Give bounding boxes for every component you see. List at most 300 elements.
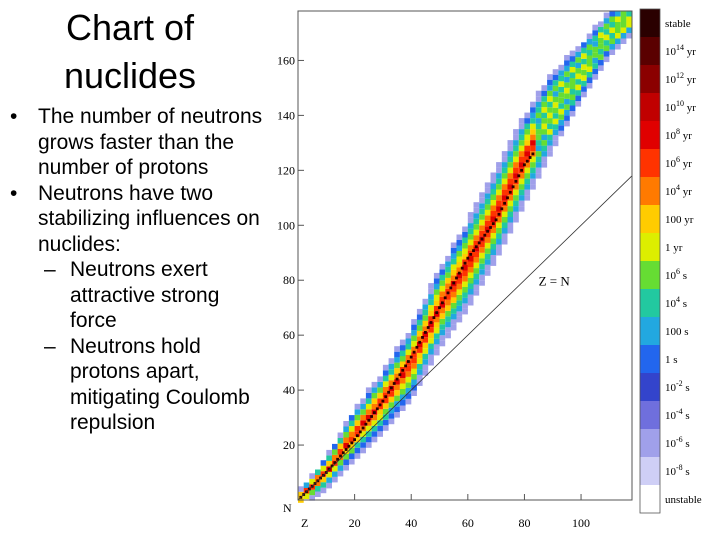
nuclide-cell [434,295,440,301]
nuclide-cell [496,223,502,229]
stable-nuclide-cell [526,160,529,163]
stable-nuclide-cell [376,407,379,410]
nuclide-cell [474,279,480,285]
nuclide-cell [575,74,581,80]
colorbar-label: $10^{-2}$ s [665,379,690,394]
nuclide-cell [462,232,468,238]
colorbar-label: 100 yr [665,214,694,226]
nuclide-cell [513,129,519,135]
stable-nuclide-cell [532,153,535,156]
nuclide-cell [485,215,491,221]
nuclide-cell [524,151,530,157]
nuclide-cell [326,455,332,461]
colorbar-swatch [640,289,660,318]
stable-nuclide-cell [387,391,390,394]
nuclide-cell [326,450,332,456]
stable-nuclide-cell [353,438,356,441]
nuclide-cell [485,259,491,265]
nuclide-cell [513,157,519,163]
nuclide-cell [513,146,519,152]
nuclide-cell [372,398,378,404]
nuclide-cell [377,376,383,382]
stable-nuclide-cell [447,292,450,295]
nuclide-cell [524,146,530,152]
stable-nuclide-cell [441,301,444,304]
nuclide-cell [604,18,610,24]
nuclide-cell [468,289,474,295]
nuclide-cell [457,251,463,257]
nuclide-cell [524,118,530,124]
nuclide-cell [626,17,632,23]
nuclide-cell [524,124,530,130]
stable-nuclide-cell [424,331,427,334]
nuclide-cell [389,419,395,425]
nuclide-cell [621,17,627,23]
nuclide-cell [547,74,553,80]
nuclide-cell [457,262,463,268]
nuclide-cell [558,98,564,104]
nuclide-cell [434,339,440,345]
nuclide-cell [541,107,547,113]
nuclide-cell [513,140,519,146]
nuclide-cell [445,261,451,267]
nuclide-cell [377,387,383,393]
stable-nuclide-cell [492,222,495,225]
nuclide-cell [479,192,485,198]
stable-nuclide-cell [444,296,447,299]
nuclide-cell [394,412,400,418]
colorbar-label: $10^6$ s [665,267,688,282]
nuclide-cell [536,168,542,174]
nuclide-cell [519,157,525,163]
nuclide-cell [366,393,372,399]
nuclide-cell [479,258,485,264]
nuclide-cell [541,151,547,157]
nuclide-cell [474,235,480,241]
nuclide-cell [491,233,497,239]
nuclide-cell [530,113,536,119]
nuclide-cell [524,140,530,146]
colorbar-swatch [640,93,660,122]
nuclide-cell [343,465,349,471]
nuclide-cell [536,140,542,146]
nuclide-cell [321,460,327,466]
nuclide-cell [389,369,395,375]
colorbar-swatch [640,373,660,402]
nuclide-cell [564,77,570,83]
nuclide-cell [462,282,468,288]
y-tick-label: 60 [283,328,295,343]
nuclide-cell [541,157,547,163]
nuclide-cell [524,173,530,179]
nuclide-cell [575,101,581,107]
stable-nuclide-cell [421,336,424,339]
nuclide-cell [423,365,429,371]
nuclide-cell [491,189,497,195]
nuclide-cell [541,135,547,141]
nuclide-cell [462,303,468,309]
nuclide-cell [598,49,604,55]
nuclide-cell [587,34,593,40]
nuclide-cell [502,173,508,179]
nuclide-cell [445,311,451,317]
nuclide-cell [553,130,559,136]
nuclide-cell [411,319,417,325]
nuclide-cell [553,113,559,119]
nuclide-cell [626,11,632,17]
colorbar-swatch [640,9,660,38]
nuclide-cell [440,319,446,325]
colorbar-swatch [640,205,660,234]
nuclide-cell [406,371,412,377]
nuclide-cell [570,73,576,79]
nuclide-cell [474,230,480,236]
nuclide-cell [541,162,547,168]
nuclide-cell [389,413,395,419]
nuclide-cell [592,74,598,80]
nuclide-cell [485,210,491,216]
slide-title-line1: Chart of [65,7,195,48]
nuclide-cell [479,280,485,286]
nuclide-cell [445,305,451,311]
nuclide-cell [536,91,542,97]
nuclide-cell [400,378,406,384]
nuclide-cell [485,193,491,199]
nuclide-cell [355,448,361,454]
nuclide-cell [524,129,530,135]
nuclide-cell [468,240,474,246]
nuclide-cell [462,287,468,293]
nuclide-cell [406,350,412,356]
dash-icon: – [44,334,56,358]
y-tick-label: 40 [283,383,295,398]
nuclide-cell [468,218,474,224]
nuclide-cell [423,315,429,321]
nuclide-cells [298,11,632,503]
stable-nuclide-cell [481,238,484,241]
y-tick-label: 20 [283,438,295,453]
nuclide-cell [315,486,321,492]
nuclide-cell [547,140,553,146]
nuclide-cell [349,454,355,460]
nuclide-cell [609,50,615,56]
nuclide-cell [462,238,468,244]
nuclide-cell [440,330,446,336]
nuclide-cell [338,465,344,471]
nuclide-cell [394,396,400,402]
nuclide-cell [530,124,536,130]
stable-nuclide-cell [427,326,430,329]
nuclide-cell [394,346,400,352]
nuclide-cell [479,247,485,253]
x-tick-label: 20 [348,516,361,530]
x-axis-label: Z [301,516,309,530]
stable-nuclide-cell [475,245,478,248]
nuclide-cell [383,381,389,387]
stable-nuclide-cell [418,341,421,344]
nuclide-cell [564,99,570,105]
nuclide-cell [406,382,412,388]
nuclide-cell [524,113,530,119]
colorbar-swatch [640,65,660,94]
nuclide-cell [491,206,497,212]
nuclide-cell [536,173,542,179]
colorbar-swatch [640,37,660,66]
nuclide-cell [558,81,564,87]
nuclide-cell [536,157,542,163]
nuclide-cell [360,409,366,415]
nuclide-cell [372,420,378,426]
nuclide-cell [457,284,463,290]
nuclide-cell [587,72,593,78]
nuclide-cell [491,244,497,250]
nuclide-cell [581,70,587,76]
nuclide-cell [451,325,457,331]
nuclide-cell [485,248,491,254]
nuclide-cell [581,48,587,54]
nuclide-cell [360,437,366,443]
nuclide-cell [598,43,604,49]
nuclide-cell [547,85,553,91]
x-tick-label: 60 [461,516,474,530]
nuclide-cell [508,212,514,218]
nuclide-cell [451,270,457,276]
nuclide-cell [508,217,514,223]
nuclide-cell [440,275,446,281]
nuclide-cell [479,220,485,226]
nuclide-cell [457,317,463,323]
nuclide-cell [445,333,451,339]
nuclide-cell [553,124,559,130]
nuclide-cell [377,431,383,437]
stable-nuclide-cell [339,455,342,458]
colorbar-label: $10^{-6}$ s [665,435,690,450]
nuclide-cell [468,295,474,301]
stable-nuclide-cell [503,202,506,205]
stable-nuclide-cell [520,169,523,172]
nuclide-cell [502,217,508,223]
nuclide-cell [536,135,542,141]
nuclide-cell [445,256,451,262]
nuclide-cell [332,471,338,477]
nuclide-cell [547,124,553,130]
nuclide-cell [502,179,508,185]
nuclide-cell [332,477,338,483]
colorbar-label: $10^{12}$ yr [665,71,696,86]
nuclide-cell [587,83,593,89]
nuclide-cell [428,360,434,366]
stable-nuclide-cell [483,234,486,237]
nuclide-cell [519,195,525,201]
nuclide-cell [615,28,621,34]
y-tick-label: 80 [283,273,295,288]
nuclide-cell [575,52,581,58]
nuclide-cell [609,44,615,50]
nuclide-cell [423,304,429,310]
nuclide-cell [541,146,547,152]
stable-nuclide-cell [506,196,509,199]
dash-icon: – [44,258,56,281]
nuclide-cell [440,335,446,341]
nuclide-cell [355,442,361,448]
nuclide-cell [604,13,610,19]
nuclide-cell [496,228,502,234]
stable-nuclide-cell [452,282,455,285]
z-equals-n-label: Z = N [538,273,570,289]
nuclide-cell [570,84,576,90]
colorbar-swatch [640,401,660,430]
nuclide-cell [496,195,502,201]
nuclide-cell [581,92,587,98]
nuclide-cell [389,397,395,403]
stable-nuclide-cell [413,351,416,354]
nuclide-cell [575,63,581,69]
nuclide-cell [411,325,417,331]
nuclide-cell [541,85,547,91]
nuclide-cell [519,135,525,141]
nuclide-cell [570,100,576,106]
nuclide-cell [615,11,621,17]
nuclide-cell [496,162,502,168]
nuclide-cell [479,275,485,281]
nuclide-cell [383,409,389,415]
nuclide-cell [423,321,429,327]
stable-nuclide-cell [401,369,404,372]
nuclide-cell [417,320,423,326]
nuclide-cell [485,270,491,276]
nuclide-cell [377,426,383,432]
nuclide-cell [541,91,547,97]
nuclide-cell [428,305,434,311]
nuclide-cell [343,438,349,444]
nuclide-cell [355,453,361,459]
colorbar-swatch [640,345,660,374]
nuclide-cell [479,203,485,209]
nuclide-cell [445,316,451,322]
nuclide-cell [491,255,497,261]
nuclide-cell [377,420,383,426]
nuclide-cell [598,54,604,60]
nuclide-cell [502,234,508,240]
nuclide-cell [609,39,615,45]
nuclide-cell [621,39,627,45]
nuclide-cell [609,33,615,39]
nuclide-cell [445,278,451,284]
stable-nuclide-cell [461,267,464,270]
stable-nuclide-cell [435,311,438,314]
nuclide-cell [558,87,564,93]
nuclide-cell [541,124,547,130]
nuclide-cell [485,237,491,243]
nuclide-cell [502,168,508,174]
stable-nuclide-cell [464,262,467,265]
nuclide-cell [524,190,530,196]
nuclide-cell [547,91,553,97]
nuclide-cell [479,214,485,220]
nuclide-cell [423,354,429,360]
nuclide-cell [400,340,406,346]
nuclide-cell [519,201,525,207]
nuclide-cell [581,81,587,87]
stable-nuclide-cell [433,316,436,319]
nuclide-cell [508,162,514,168]
nuclide-cell [519,129,525,135]
nuclide-cell [468,273,474,279]
stable-nuclide-cell [365,423,368,426]
nuclide-cell [423,343,429,349]
nuclide-cell [366,409,372,415]
nuclide-cell [530,162,536,168]
nuclide-cell [474,213,480,219]
nuclide-cell [462,227,468,233]
stable-nuclide-cell [342,451,345,454]
nuclide-cell [377,393,383,399]
nuclide-cell [457,289,463,295]
stable-nuclide-cell [517,174,520,177]
nuclide-cell [411,374,417,380]
nuclide-cell [400,351,406,357]
nuclide-cell [508,157,514,163]
nuclide-cell [485,182,491,188]
colorbar-swatch [640,261,660,290]
nuclide-cell [530,179,536,185]
nuclide-cell [575,68,581,74]
nuclide-cell [513,168,519,174]
nuclide-cell [394,385,400,391]
nuclide-cell [513,151,519,157]
stable-nuclide-cell [500,207,503,210]
stable-nuclide-cell [458,272,461,275]
colorbar-label: unstable [665,494,702,506]
stable-nuclide-cell [472,249,475,252]
nuclide-cell [474,208,480,214]
x-tick-label: 100 [572,516,591,530]
y-tick-label: 140 [277,108,295,123]
nuclide-cell [615,39,621,45]
nuclide-cell [536,107,542,113]
nuclide-cell [349,426,355,432]
nuclide-cell [547,135,553,141]
nuclide-cell [428,300,434,306]
colorbar-label: $10^6$ yr [665,155,692,170]
y-tick-label: 160 [277,53,295,68]
nuclide-cell [524,168,530,174]
nuclide-cell [468,212,474,218]
nuclide-cell [581,42,587,48]
nuclide-cell [366,398,372,404]
nuclide-cell [411,380,417,386]
nuclide-cell [366,404,372,410]
nuclide-cell [547,129,553,135]
nuclide-cell [349,459,355,465]
nuclide-cell [547,80,553,86]
colorbar-label: 1 yr [665,242,683,254]
nuclide-cell [581,86,587,92]
nuclide-cell [496,201,502,207]
nuclide-cell [383,420,389,426]
nuclide-cell [570,95,576,101]
nuclide-cell [428,294,434,300]
nuclide-cell [626,28,632,34]
stable-nuclide-cell [529,156,532,159]
stable-nuclide-cell [404,365,407,368]
nuclide-cell [575,85,581,91]
nuclide-cell [564,66,570,72]
nuclide-cell [457,240,463,246]
nuclide-cell [524,195,530,201]
stable-nuclide-cell [455,277,458,280]
nuclide-cell [621,33,627,39]
